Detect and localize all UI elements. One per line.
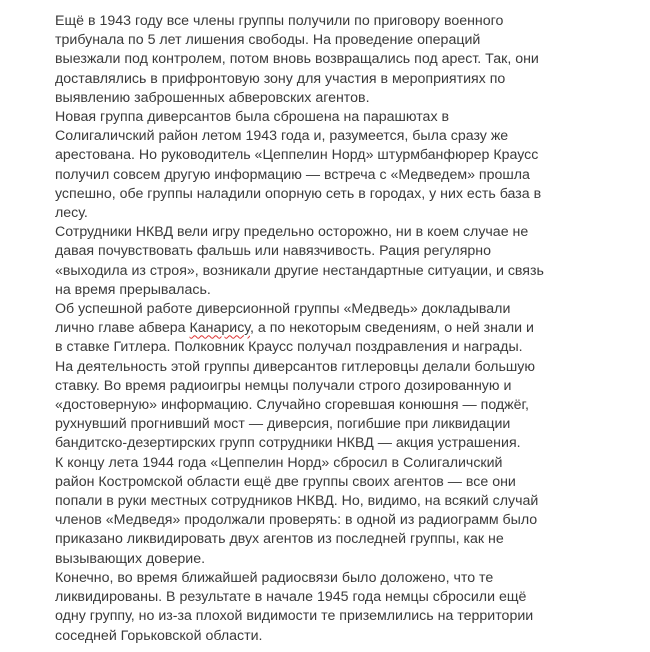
paragraph-4-text-end: , а по некоторым сведениям, о ней знали и в ставке Гитлера. Полковник Краусс получал поздравления и награды. [55,320,534,356]
paragraph-1: Ещё в 1943 году все члены группы получили по приговору военного трибунала по 5 лет лишения свободы. На проведение операций выезжали под контролем, потом вновь возвращались под арест. Так, они доставлялись в прифронтовую зону для участия в мероприятиях по выявлению заброшенных абверовских агентов. [55,13,539,106]
paragraph-6: К концу лета 1944 года «Цеппелин Норд» сбросил в Солигаличский район Костромской области ещё две группы своих агентов — все они попали в руки местных сотрудников НКВД. Но, видимо, на всякий случай членов «Медведя» продолжали проверять: в одной из радиограмм было приказано ликвидировать двух агентов из последней группы, как не вызывающих доверие. [55,454,539,567]
paragraph-3: Сотрудники НКВД вели игру предельно осторожно, ни в коем случае не давая почувствовать фальшь или навязчивость. Рация регулярно «выходила из строя», возникали другие нестандартные ситуации, и связь на время прерывалась. [55,224,544,298]
paragraph-4 [55,300,545,358]
paragraph-2: Новая группа диверсантов была сброшена на парашютах в Солигаличский район летом 1943 года и, разумеется, была сразу же арестована. Но руководитель «Цеппелин Норд» штурмбанфюрер Краусс получил совсем другую информацию — встреча с «Медведем» прошла успешно, обе группы наладили опорную сеть в городах, у них есть база в лесу. [55,109,542,222]
paragraph-5: На деятельность этой группы диверсантов гитлеровцы делали большую ставку. Во время радиоигры немцы получали строго дозированную и «достоверную» информацию. Случайно сгоревшая конюшня — поджёг, рухнувший прогнивший мост — диверсия, погибшие при ликвидации бандитско-дезертирских групп сотрудники НКВД — акция устрашения. [55,358,535,452]
article-body [55,12,545,646]
paragraph-4-text-start: Об успешной работе диверсионной группы «Медведь» докладывали лично главе абвера [55,301,511,337]
paragraph-7: Конечно, во время ближайшей радиосвязи было доложено, что те ликвидированы. В результате в начале 1945 года немцы сбросили ещё одну группу, но из-за плохой видимости те приземлились на территории соседней Горьковской области. [55,569,534,644]
spellcheck-flagged-word[interactable]: Канарису [189,320,250,337]
